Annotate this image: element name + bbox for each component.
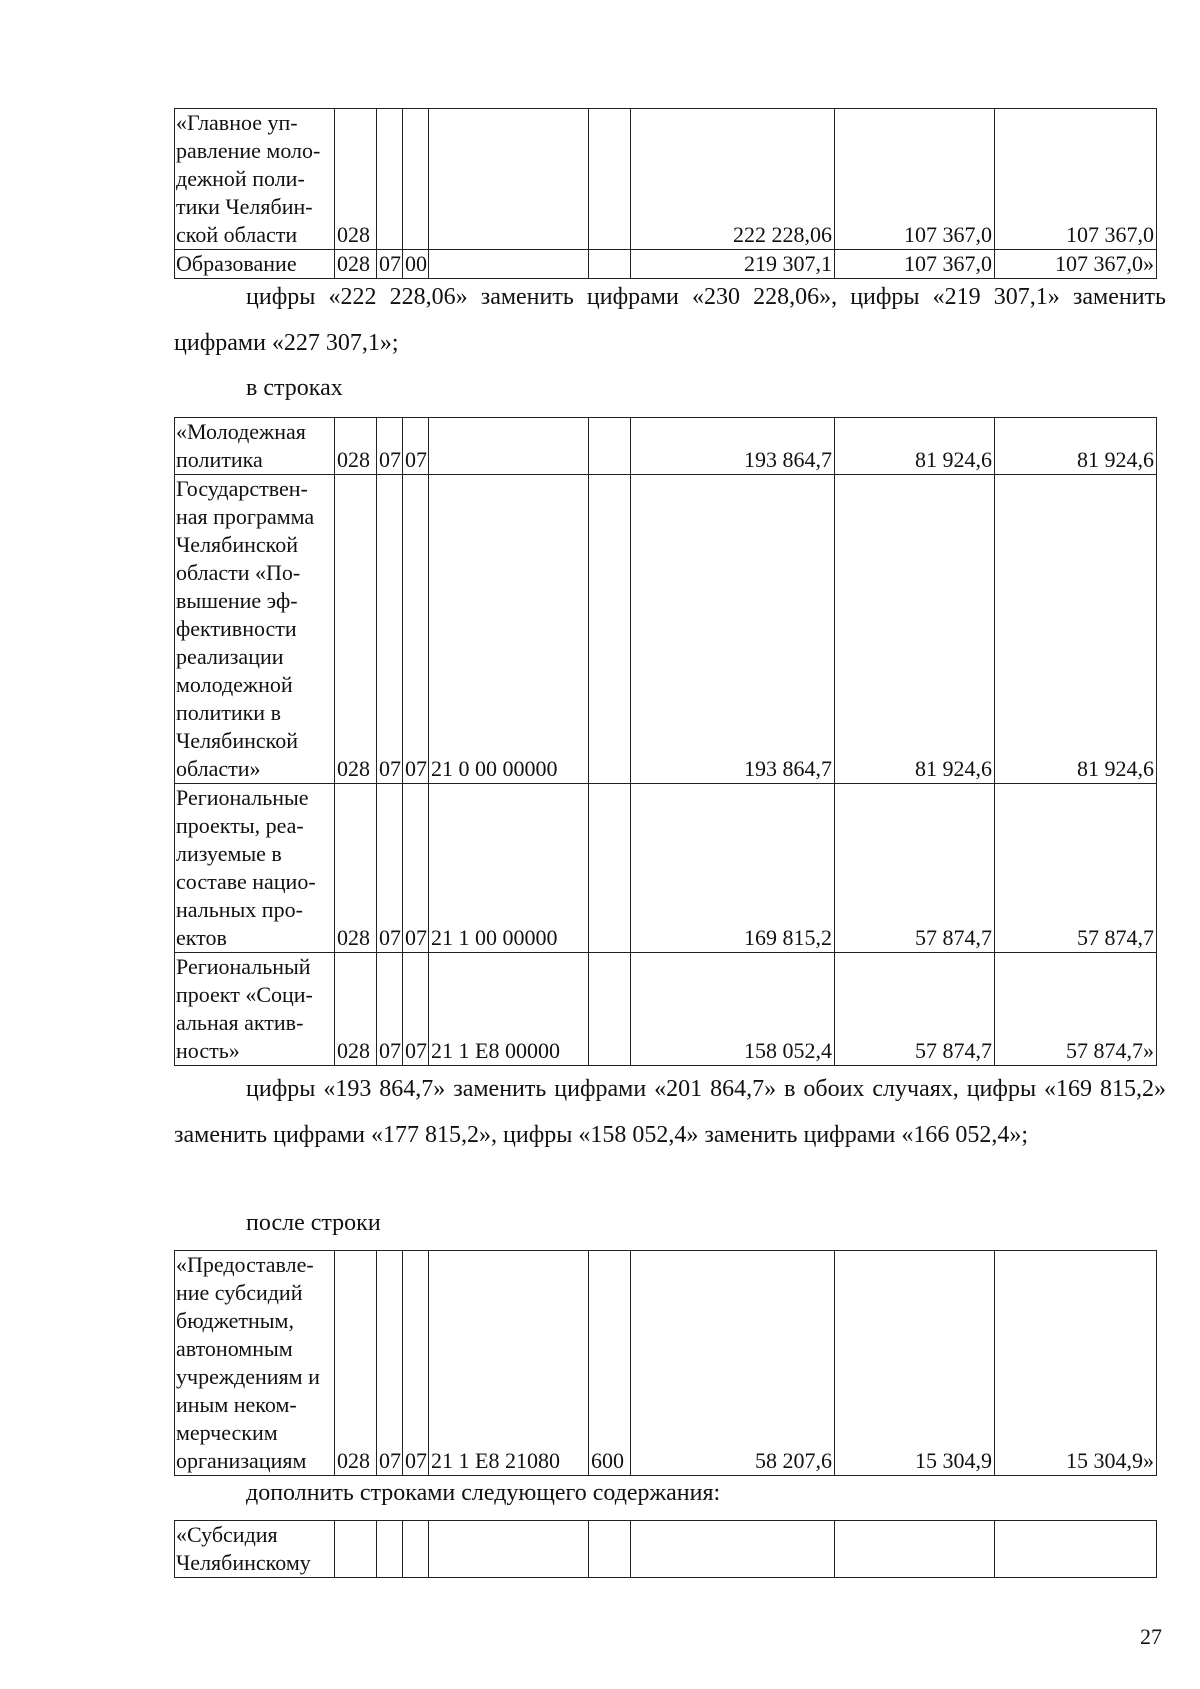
- amount-value-1: 219 307,1: [744, 251, 832, 276]
- amount-value-1: 169 815,2: [744, 925, 832, 950]
- section-code-cell: [377, 475, 403, 784]
- amount-cell-2: [835, 418, 995, 475]
- amount-cell-1: [631, 418, 835, 475]
- amount-value-3: 57 874,7»: [1066, 1038, 1154, 1063]
- row-name-line: ектов: [176, 925, 227, 950]
- subsection-code-cell: [403, 784, 429, 953]
- ministry-code-value: 028: [337, 756, 370, 781]
- target-article-value: 21 0 00 00000: [431, 756, 558, 781]
- row-name-line: вышение эф-: [176, 588, 298, 613]
- subsection-code-value: 07: [405, 756, 427, 781]
- row-name-line: альная актив-: [176, 1010, 304, 1035]
- row-name-line: «Молодежная: [176, 419, 306, 444]
- expense-type-cell: [589, 953, 631, 1066]
- expense-type-value: 600: [591, 1448, 624, 1473]
- section-label-in-rows: в строках: [246, 375, 343, 401]
- section-code-cell: [377, 418, 403, 475]
- amount-value-2: 107 367,0: [904, 251, 992, 276]
- row-name-line: тики Челябин-: [176, 194, 313, 219]
- table-row: [175, 953, 1157, 1066]
- section-code-value: 07: [379, 756, 401, 781]
- section-code-cell: [377, 109, 403, 250]
- budget-table-2: [174, 417, 1157, 1066]
- amount-value-1: 58 207,6: [755, 1448, 832, 1473]
- amount-value-1: 193 864,7: [744, 447, 832, 472]
- row-name-line: проекты, реа-: [176, 813, 304, 838]
- target-article-cell: [429, 418, 589, 475]
- ministry-code-value: 028: [337, 251, 370, 276]
- amount-cell-2: [835, 109, 995, 250]
- amount-cell-3: [995, 784, 1157, 953]
- row-name-cell: [175, 109, 335, 250]
- ministry-code-cell: [335, 475, 377, 784]
- amount-cell-2: [835, 475, 995, 784]
- amount-value-2: 57 874,7: [915, 1038, 992, 1063]
- ministry-code-cell: [335, 1251, 377, 1476]
- subsection-code-cell: [403, 109, 429, 250]
- subsection-code-cell: [403, 418, 429, 475]
- target-article-cell: [429, 109, 589, 250]
- target-article-cell: [429, 475, 589, 784]
- row-name-line: «Субсидия: [176, 1522, 278, 1547]
- amount-value-3: 15 304,9»: [1066, 1448, 1154, 1473]
- row-name-line: реализации: [176, 644, 284, 669]
- row-name-cell: [175, 1521, 335, 1578]
- section-code-value: 07: [379, 925, 401, 950]
- target-article-cell: [429, 1251, 589, 1476]
- section-code-value: 07: [379, 1038, 401, 1063]
- amount-value-3: 107 367,0: [1066, 222, 1154, 247]
- row-name-line: области»: [176, 756, 261, 781]
- amount-cell-2: [835, 784, 995, 953]
- section-code-cell: [377, 1251, 403, 1476]
- section-label-after-row: после строки: [246, 1210, 381, 1236]
- subsection-code-value: 07: [405, 1038, 427, 1063]
- ministry-code-value: 028: [337, 1448, 370, 1473]
- row-name-line: Региональные: [176, 785, 309, 810]
- table-row: [175, 1521, 1157, 1578]
- amount-cell-3: [995, 418, 1157, 475]
- row-name-line: бюджетным,: [176, 1308, 294, 1333]
- subsection-code-cell: [403, 475, 429, 784]
- amount-cell-2: [835, 1251, 995, 1476]
- row-name-line: Государствен-: [176, 476, 308, 501]
- ministry-code-cell: [335, 109, 377, 250]
- amendment-text-1: цифры «222 228,06» заменить цифрами «230 228,06», цифры «219 307,1» заменить цифрами «227 307,1»;: [174, 284, 1166, 356]
- amount-value-3: 107 367,0»: [1055, 251, 1154, 276]
- subsection-code-cell: [403, 1251, 429, 1476]
- expense-type-cell: [589, 109, 631, 250]
- amount-cell-3: [995, 953, 1157, 1066]
- budget-table-1: [174, 108, 1157, 279]
- row-name-cell: [175, 418, 335, 475]
- target-article-value: 21 1 00 00000: [431, 925, 558, 950]
- row-name-line: ность»: [176, 1038, 240, 1063]
- amount-value-1: 222 228,06: [733, 222, 832, 247]
- amount-cell-1: [631, 1251, 835, 1476]
- ministry-code-cell: [335, 1521, 377, 1578]
- table-row: [175, 784, 1157, 953]
- amendment-paragraph-1: [174, 274, 1166, 366]
- amount-cell-3: [995, 1251, 1157, 1476]
- amount-cell-1: [631, 1521, 835, 1578]
- amendment-paragraph-2: [174, 1066, 1166, 1158]
- subsection-code-value: 07: [405, 1448, 427, 1473]
- amount-value-3: 81 924,6: [1077, 756, 1154, 781]
- row-name-line: иным неком-: [176, 1392, 297, 1417]
- ministry-code-cell: [335, 784, 377, 953]
- row-name-line: ской области: [176, 222, 298, 247]
- expense-type-cell: [589, 784, 631, 953]
- budget-table-4: [174, 1520, 1157, 1578]
- row-name-cell: [175, 953, 335, 1066]
- row-name-line: организациям: [176, 1448, 307, 1473]
- table-row: [175, 418, 1157, 475]
- target-article-cell: [429, 1521, 589, 1578]
- row-name-line: фективности: [176, 616, 297, 641]
- row-name-line: нальных про-: [176, 897, 303, 922]
- subsection-code-value: 00: [405, 251, 427, 276]
- table-row: [175, 1251, 1157, 1476]
- row-name-cell: [175, 1251, 335, 1476]
- table-row: [175, 475, 1157, 784]
- table-row: [175, 109, 1157, 250]
- page-number: 27: [1140, 1624, 1162, 1649]
- row-name-line: Региональный: [176, 954, 311, 979]
- row-name-line: Челябинскому: [176, 1550, 311, 1575]
- ministry-code-cell: [335, 953, 377, 1066]
- amount-cell-2: [835, 953, 995, 1066]
- row-name-line: «Предоставле-: [176, 1252, 314, 1277]
- amount-value-1: 158 052,4: [744, 1038, 832, 1063]
- amount-cell-1: [631, 109, 835, 250]
- row-name-line: мерческим: [176, 1420, 278, 1445]
- row-name-cell: [175, 784, 335, 953]
- section-code-cell: [377, 953, 403, 1066]
- subsection-code-value: 07: [405, 925, 427, 950]
- row-name-line: дежной поли-: [176, 166, 305, 191]
- target-article-cell: [429, 784, 589, 953]
- row-name-line: «Главное уп-: [176, 110, 298, 135]
- ministry-code-cell: [335, 418, 377, 475]
- row-name-line: ние субсидий: [176, 1280, 303, 1305]
- amount-cell-1: [631, 784, 835, 953]
- amount-value-2: 57 874,7: [915, 925, 992, 950]
- row-name-line: Челябинской: [176, 532, 299, 557]
- section-code-value: 07: [379, 251, 401, 276]
- subsection-code-value: 07: [405, 447, 427, 472]
- section-label-add-rows: дополнить строками следующего содержания:: [246, 1480, 721, 1506]
- ministry-code-value: 028: [337, 447, 370, 472]
- section-code-value: 07: [379, 447, 401, 472]
- section-code-value: 07: [379, 1448, 401, 1473]
- expense-type-cell: [589, 1251, 631, 1476]
- amount-cell-2: [835, 1521, 995, 1578]
- amount-cell-1: [631, 475, 835, 784]
- ministry-code-value: 028: [337, 1038, 370, 1063]
- subsection-code-cell: [403, 1521, 429, 1578]
- amount-cell-3: [995, 475, 1157, 784]
- row-name-line: политика: [176, 447, 263, 472]
- amendment-text-2: цифры «193 864,7» заменить цифрами «201 864,7» в обоих случаях, цифры «169 815,2» заменить цифрами «177 815,2», цифры «158 052,4» заменить цифрами «166 052,4»;: [174, 1076, 1166, 1148]
- target-article-value: 21 1 E8 00000: [431, 1038, 560, 1063]
- amount-value-3: 57 874,7: [1077, 925, 1154, 950]
- row-name-line: политики в: [176, 700, 281, 725]
- amount-cell-3: [995, 1521, 1157, 1578]
- row-name-line: составе нацио-: [176, 869, 316, 894]
- row-name-cell: [175, 475, 335, 784]
- row-name-line: ная программа: [176, 504, 315, 529]
- row-name-line: области «По-: [176, 560, 301, 585]
- expense-type-cell: [589, 475, 631, 784]
- row-name-line: Челябинской: [176, 728, 299, 753]
- ministry-code-value: 028: [337, 925, 370, 950]
- budget-table-3: [174, 1250, 1157, 1476]
- target-article-value: 21 1 E8 21080: [431, 1448, 560, 1473]
- amount-value-2: 81 924,6: [915, 756, 992, 781]
- expense-type-cell: [589, 1521, 631, 1578]
- row-name-line: Образование: [176, 251, 297, 276]
- row-name-line: равление моло-: [176, 138, 321, 163]
- row-name-line: проект «Соци-: [176, 982, 313, 1007]
- amount-value-2: 107 367,0: [904, 222, 992, 247]
- row-name-line: молодежной: [176, 672, 293, 697]
- section-code-cell: [377, 1521, 403, 1578]
- amount-cell-1: [631, 953, 835, 1066]
- row-name-line: учреждениям и: [176, 1364, 320, 1389]
- amount-value-3: 81 924,6: [1077, 447, 1154, 472]
- row-name-line: лизуемые в: [176, 841, 282, 866]
- amount-value-1: 193 864,7: [744, 756, 832, 781]
- target-article-cell: [429, 953, 589, 1066]
- subsection-code-cell: [403, 953, 429, 1066]
- section-code-cell: [377, 784, 403, 953]
- row-name-line: автономным: [176, 1336, 293, 1361]
- ministry-code-value: 028: [337, 222, 370, 247]
- amount-cell-3: [995, 109, 1157, 250]
- amount-value-2: 81 924,6: [915, 447, 992, 472]
- amount-value-2: 15 304,9: [915, 1448, 992, 1473]
- expense-type-cell: [589, 418, 631, 475]
